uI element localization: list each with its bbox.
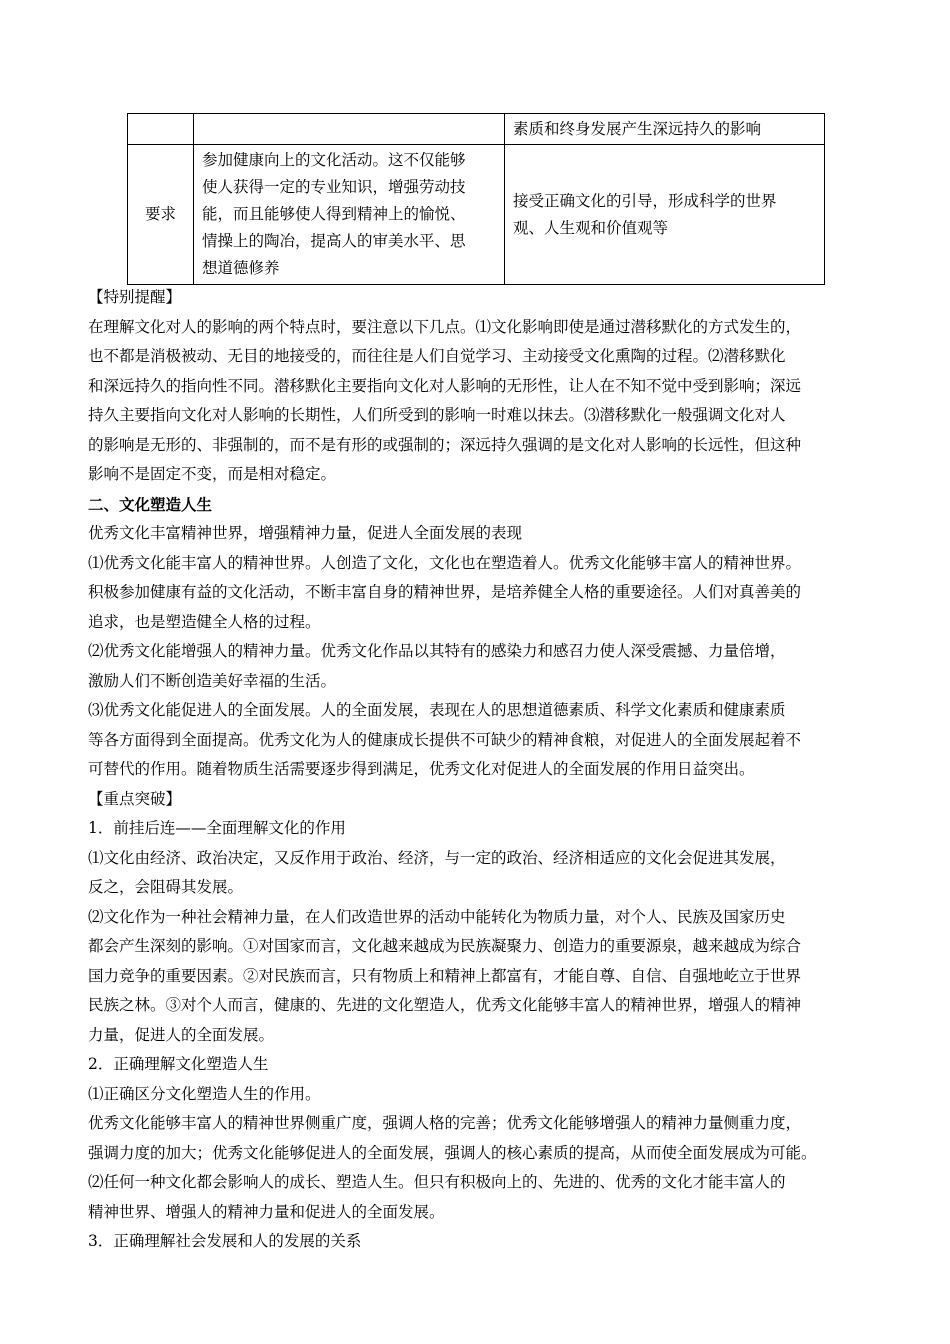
text-line: ⑴正确区分文化塑造人生的作用。 <box>88 1084 321 1103</box>
text-line: 等各方面得到全面提高。优秀文化为人的健康成长提供不可缺少的精神食粮，对促进人的全面发展起着不 <box>88 730 802 749</box>
text-line: ⑴优秀文化能丰富人的精神世界。人创造了文化，文化也在塑造着人。优秀文化能够丰富人的精神世界。 <box>88 553 802 572</box>
text-line: 民族之林。③对个人而言，健康的、先进的文化塑造人，优秀文化能够丰富人的精神世界，增强人的精神 <box>88 996 802 1014</box>
text-line: 1．前挂后连——全面理解文化的作用 <box>88 819 346 837</box>
text-line: 在理解文化对人的影响的两个特点时，要注意以下几点。⑴文化影响即使是通过潜移默化的方式发生的， <box>88 317 802 336</box>
table-cell <box>194 145 505 285</box>
text-line: 积极参加健康有益的文化活动，不断丰富自身的精神世界，是培养健全人格的重要途径。人们对真善美的 <box>88 583 802 601</box>
table-row <box>128 114 825 145</box>
text-line: 国力竞争的重要因素。②对民族而言，只有物质上和精神上都富有，才能自尊、自信、自强地屹立于世界 <box>88 966 802 985</box>
table-cell-label <box>128 114 194 145</box>
text-line: 都会产生深刻的影响。①对国家而言，文化越来越成为民族凝聚力、创造力的重要源泉，越来越成为综合 <box>88 937 802 955</box>
cell-line: 参加健康向上的文化活动。这不仅能够 <box>202 151 466 169</box>
table-cell <box>194 114 505 145</box>
text-line: 精神世界、增强人的精神力量和促进人的全面发展。 <box>88 1202 445 1221</box>
cell-line: 使人获得一定的专业知识，增强劳动技 <box>202 178 466 196</box>
body-text <box>88 283 868 1257</box>
table-row <box>128 145 825 285</box>
text-line: ⑵文化作为一种社会精神力量，在人们改造世界的活动中能转化为物质力量，对个人、民族及国家历史 <box>88 907 786 926</box>
cell-line: 能，而且能够使人得到精神上的愉悦、 <box>202 205 466 223</box>
text-line: 持久主要指向文化对人影响的长期性，人们所受到的影响一时难以抹去。⑶潜移默化一般强调文化对人 <box>88 406 786 424</box>
text-line: 优秀文化丰富精神世界，增强精神力量，促进人全面发展的表现 <box>88 524 523 542</box>
text-line: 反之，会阻碍其发展。 <box>88 878 244 896</box>
text-line: 影响不是固定不变，而是相对稳定。 <box>88 465 337 483</box>
table-cell-label: 要求 <box>128 145 194 285</box>
text-line: 优秀文化能够丰富人的精神世界侧重广度，强调人格的完善；优秀文化能够增强人的精神力量侧重力度， <box>88 1114 802 1132</box>
text-line: 和深远持久的指向性不同。潜移默化主要指向文化对人影响的无形性，让人在不知不觉中受到影响；深远 <box>88 376 802 395</box>
text-line: 也不都是消极被动、无目的地接受的，而往往是人们自觉学习、主动接受文化熏陶的过程。⑵潜移默化 <box>88 347 786 365</box>
table-cell: 素质和终身发展产生深远持久的影响 <box>505 114 825 145</box>
text-line: ⑵任何一种文化都会影响人的成长、塑造人生。但只有积极向上的、先进的、优秀的文化才能丰富人的 <box>88 1173 786 1191</box>
text-line: 强调力度的加大；优秀文化能够促进人的全面发展，强调人的核心素质的提高，从而使全面发展成为可能。 <box>88 1143 817 1162</box>
text-line: ⑵优秀文化能增强人的精神力量。优秀文化作品以其特有的感染力和感召力使人深受震撼、力量倍增， <box>88 642 786 660</box>
cell-line: 观、人生观和价值观等 <box>513 218 669 237</box>
text-line: ⑶优秀文化能促进人的全面发展。人的全面发展，表现在人的思想道德素质、科学文化素质和健康素质 <box>88 701 786 719</box>
text-line: 追求，也是塑造健全人格的过程。 <box>88 612 321 631</box>
table-cell <box>505 145 825 285</box>
text-line: ⑴文化由经济、政治决定，又反作用于政治、经济，与一定的政治、经济相适应的文化会促进其发展， <box>88 848 786 867</box>
cell-line: 情操上的陶冶，提高人的审美水平、思 <box>202 232 466 250</box>
cell-line: 想道德修养 <box>202 259 280 277</box>
text-line: 2．正确理解文化塑造人生 <box>88 1055 269 1073</box>
text-line: 激励人们不断创造美好幸福的生活。 <box>88 671 337 690</box>
note-heading: 【重点突破】 <box>88 789 182 808</box>
text-line: 可替代的作用。随着物质生活需要逐步得到满足，优秀文化对促进人的全面发展的作用日益突出。 <box>88 760 755 778</box>
section-heading: 二、文化塑造人生 <box>88 494 213 514</box>
comparison-table <box>127 113 825 285</box>
cell-line: 接受正确文化的引导，形成科学的世界 <box>513 191 777 210</box>
note-heading: 【特别提醒】 <box>88 288 182 306</box>
text-line: 力量，促进人的全面发展。 <box>88 1025 275 1044</box>
text-line: 的影响是无形的、非强制的，而不是有形的或强制的；深远持久强调的是文化对人影响的长远性，但这种 <box>88 435 802 454</box>
text-line: 3．正确理解社会发展和人的发展的关系 <box>88 1232 362 1250</box>
